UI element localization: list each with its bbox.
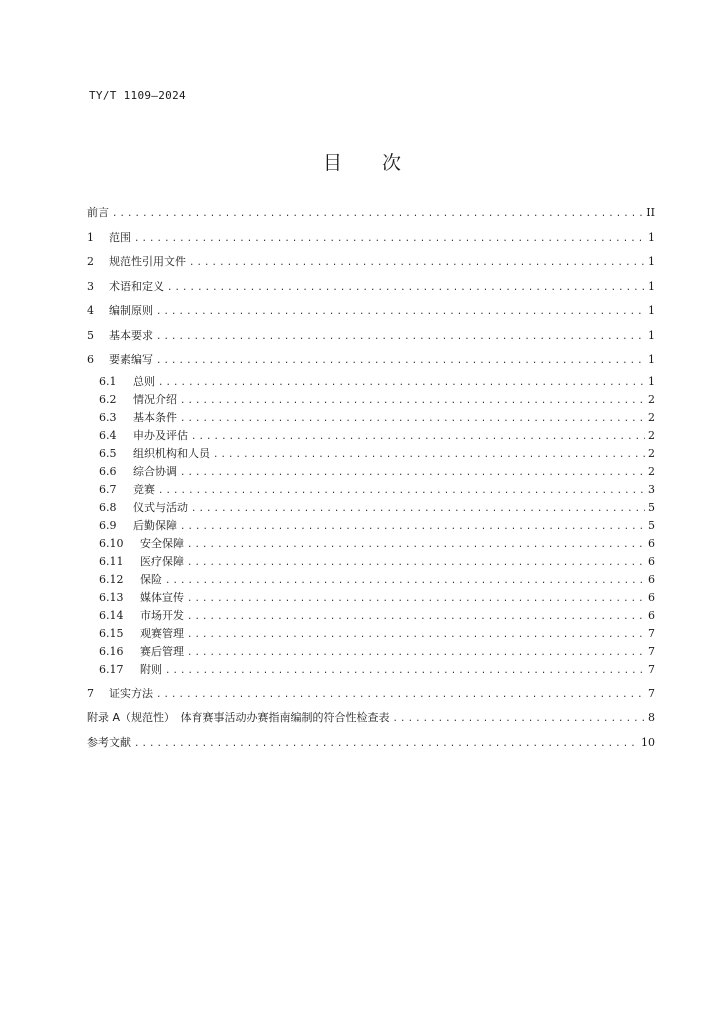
toc-entry[interactable]: [87, 463, 655, 481]
toc-dot-leader: [158, 482, 645, 500]
toc-entry-label: 竞赛: [133, 482, 155, 496]
toc-entry[interactable]: [87, 499, 655, 517]
toc-entry-page: 6: [648, 554, 655, 568]
toc-entry-label: 总则: [133, 374, 155, 388]
toc-dot-leader: [156, 349, 645, 374]
toc-entry-page: 1: [648, 374, 655, 388]
toc-dot-leader: [191, 500, 645, 518]
toc-entry-page: 6: [648, 572, 655, 586]
toc-dot-leader: [187, 554, 645, 572]
toc-entry-number: 6.15: [99, 626, 124, 640]
toc-entry-label: 组织机构和人员: [133, 446, 210, 460]
toc-entry-label: 证实方法: [109, 686, 153, 700]
toc-entry[interactable]: [87, 299, 655, 324]
toc-entry-page: 2: [648, 410, 655, 424]
toc-dot-leader: [165, 662, 645, 680]
toc-entry[interactable]: [87, 250, 655, 275]
toc-dot-leader: [187, 626, 645, 644]
toc-entry-number: 6.3: [99, 410, 117, 424]
toc-entry-number: 6.6: [99, 464, 117, 478]
toc-dot-leader: [180, 392, 645, 410]
toc-entry[interactable]: [87, 409, 655, 427]
toc-entry-number: 6.12: [99, 572, 124, 586]
toc-entry[interactable]: [87, 661, 655, 679]
toc-entry[interactable]: [87, 682, 655, 707]
toc-entry-page: 5: [648, 518, 655, 532]
table-of-contents: [87, 201, 655, 755]
toc-entry-number: 6.11: [99, 554, 124, 568]
toc-entry-label: 基本要求: [109, 328, 153, 342]
toc-dot-leader: [187, 644, 645, 662]
toc-entry-number: 6: [87, 353, 94, 366]
toc-entry-number: 6.16: [99, 644, 124, 658]
toc-entry[interactable]: [87, 535, 655, 553]
toc-entry[interactable]: [87, 391, 655, 409]
toc-entry-number: 7: [87, 686, 94, 700]
toc-entry-page: 1: [648, 279, 655, 293]
toc-entry-number: 6.14: [99, 608, 124, 622]
toc-dot-leader: [167, 276, 645, 301]
toc-entry-label: 市场开发: [140, 608, 184, 622]
toc-entry-label: 媒体宣传: [140, 590, 184, 604]
toc-entry[interactable]: [87, 348, 655, 373]
toc-entry-number: 6.1: [99, 374, 117, 388]
toc-entry-page: 1: [648, 328, 655, 342]
toc-entry[interactable]: [87, 275, 655, 300]
toc-entry-page: 7: [648, 686, 655, 700]
toc-dot-leader: [156, 683, 645, 708]
toc-entry-number: 6.13: [99, 590, 124, 604]
toc-entry-label: 参考文献: [87, 735, 131, 749]
toc-entry-page: 1: [648, 353, 655, 366]
toc-entry-page: 7: [648, 662, 655, 676]
toc-entry-page: 2: [648, 392, 655, 406]
toc-entry-label: 术语和定义: [109, 279, 164, 293]
toc-entry-number: 1: [87, 230, 94, 244]
toc-dot-leader: [112, 202, 643, 227]
toc-entry-label: 编制原则: [109, 304, 153, 317]
page-title: [0, 148, 724, 175]
toc-entry-page: 2: [648, 428, 655, 442]
toc-entry-label: 仪式与活动: [133, 500, 188, 514]
toc-dot-leader: [187, 590, 645, 608]
toc-entry[interactable]: [87, 373, 655, 391]
toc-entry-label: 安全保障: [140, 536, 184, 550]
toc-entry[interactable]: [87, 706, 655, 731]
toc-entry-page: 1: [648, 255, 655, 268]
toc-entry-label: 赛后管理: [140, 644, 184, 658]
toc-entry-page: 1: [648, 230, 655, 244]
toc-entry-label: 综合协调: [133, 464, 177, 478]
toc-entry-label: 基本条件: [133, 410, 177, 424]
toc-entry-page: 6: [648, 608, 655, 622]
title-char-2: 次: [382, 152, 402, 174]
toc-entry-number: 3: [87, 279, 94, 293]
toc-dot-leader: [158, 374, 645, 392]
toc-entry[interactable]: [87, 553, 655, 571]
toc-entry-label: 范围: [109, 230, 131, 244]
toc-entry-number: 6.4: [99, 428, 117, 442]
toc-entry-page: 8: [648, 711, 655, 724]
toc-entry-label: 观赛管理: [140, 626, 184, 640]
toc-entry[interactable]: [87, 324, 655, 349]
toc-dot-leader: [393, 707, 645, 732]
toc-entry-page: 5: [648, 500, 655, 514]
toc-dot-leader: [180, 410, 645, 428]
toc-entry-label: 医疗保障: [140, 554, 184, 568]
toc-entry-page: 10: [641, 735, 655, 749]
toc-entry-page: 2: [648, 446, 655, 460]
toc-entry-number: 6.10: [99, 536, 124, 550]
toc-dot-leader: [189, 251, 645, 276]
toc-dot-leader: [180, 464, 645, 482]
toc-entry-page: 1: [648, 304, 655, 317]
toc-entry[interactable]: [87, 731, 655, 756]
toc-entry-label: 附则: [140, 662, 162, 676]
toc-entry[interactable]: [87, 607, 655, 625]
toc-entry-page: 6: [648, 590, 655, 604]
toc-entry-number: 6.9: [99, 518, 117, 532]
toc-entry-number: 6.7: [99, 482, 117, 496]
toc-entry[interactable]: [87, 571, 655, 589]
toc-entry-number: 6.2: [99, 392, 117, 406]
toc-entry[interactable]: [87, 445, 655, 463]
toc-entry[interactable]: [87, 201, 655, 226]
toc-entry-page: II: [646, 206, 655, 219]
toc-entry-page: 7: [648, 626, 655, 640]
toc-entry[interactable]: [87, 625, 655, 643]
toc-dot-leader: [165, 572, 645, 590]
toc-dot-leader: [213, 446, 645, 464]
toc-entry-number: 6.17: [99, 662, 124, 676]
toc-entry-label: 规范性引用文件: [109, 255, 186, 268]
toc-dot-leader: [187, 608, 645, 626]
toc-dot-leader: [134, 227, 645, 252]
toc-entry[interactable]: [87, 643, 655, 661]
toc-entry-label: 保险: [140, 572, 162, 586]
toc-entry[interactable]: [87, 226, 655, 251]
toc-entry[interactable]: [87, 427, 655, 445]
document-code: TY/T 1109—2024: [89, 89, 186, 102]
toc-entry-number: 2: [87, 255, 94, 268]
toc-entry-number: 6.5: [99, 446, 117, 460]
toc-dot-leader: [191, 428, 645, 446]
toc-entry-page: 3: [648, 482, 655, 496]
toc-entry[interactable]: [87, 481, 655, 499]
toc-dot-leader: [187, 536, 645, 554]
toc-dot-leader: [180, 518, 645, 536]
toc-dot-leader: [156, 300, 645, 325]
toc-entry-number: 6.8: [99, 500, 117, 514]
toc-entry[interactable]: [87, 589, 655, 607]
toc-entry-page: 6: [648, 536, 655, 550]
toc-entry-label: 情况介绍: [133, 392, 177, 406]
toc-dot-leader: [156, 325, 645, 350]
toc-entry-number: 5: [87, 328, 94, 342]
toc-entry-label: 申办及评估: [133, 428, 188, 442]
toc-dot-leader: [134, 732, 638, 757]
toc-entry-label: 附录 A（规范性） 体育赛事活动办赛指南编制的符合性检查表: [87, 711, 390, 724]
toc-entry-page: 7: [648, 644, 655, 658]
toc-entry[interactable]: [87, 517, 655, 535]
toc-entry-label: 前言: [87, 206, 109, 219]
toc-entry-page: 2: [648, 464, 655, 478]
toc-entry-label: 后勤保障: [133, 518, 177, 532]
toc-entry-label: 要素编写: [109, 353, 153, 366]
title-char-1: 目: [322, 152, 342, 174]
toc-entry-number: 4: [87, 304, 94, 317]
